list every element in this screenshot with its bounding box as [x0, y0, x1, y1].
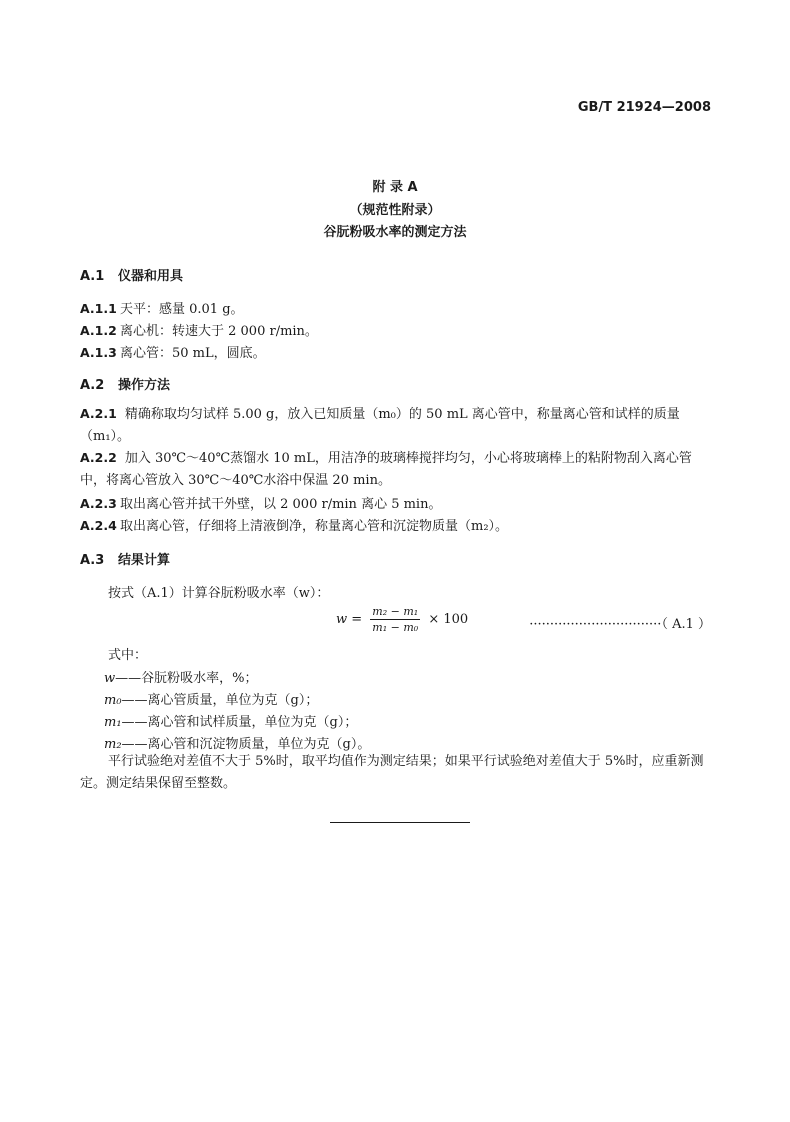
formula-multiplier: × 100 [428, 612, 469, 627]
clause-number: A.2.3 [80, 496, 117, 511]
section-number: A.2 [80, 378, 105, 393]
where-label: 式中： [108, 648, 148, 663]
section-title: 仪器和用具 [118, 269, 184, 284]
standard-code: GB/T 21924—2008 [577, 100, 711, 115]
variable-description: ——离心管和试样质量，单位为克（g）； [121, 715, 358, 730]
formula-numerator: m₂ − m₁ [372, 605, 419, 618]
variable-m2 [104, 733, 370, 752]
variable-description: ——离心管质量，单位为克（g）； [121, 693, 319, 708]
clause-a1-2 [80, 320, 318, 339]
equation-leader: ································ [529, 617, 662, 632]
clause-text: 精确称取均匀试样 5.00 g，放入已知质量（m₀）的 50 mL 离心管中，称量离心管和试样的质量（m₁）。 [80, 407, 680, 444]
clause-number: A.2.1 [80, 406, 117, 421]
variable-symbol: w [104, 671, 116, 686]
clause-number: A.2.4 [80, 518, 117, 533]
section-a3-heading [80, 549, 170, 568]
variable-description: ——离心管和沉淀物质量，单位为克（g）。 [121, 737, 371, 752]
variable-symbol: m₀ [104, 693, 122, 708]
section-a2-heading [80, 374, 170, 393]
clause-number: A.1.3 [80, 345, 117, 360]
clause-number: A.1.1 [80, 301, 117, 316]
variable-m1 [104, 711, 357, 730]
annex-heading: 附 录 A [372, 180, 418, 195]
clause-number: A.2.2 [80, 450, 117, 465]
section-title: 结果计算 [118, 553, 171, 568]
clause-text: 天平：感量 0.01 g。 [120, 302, 244, 317]
clause-a2-1 [80, 403, 712, 448]
section-a1-heading [80, 265, 183, 284]
conclusion-paragraph: 平行试验绝对差值不大于 5%时，取平均值作为测定结果；如果平行试验绝对差值大于 5%时，应重新测定。测定结果保留至整数。 [80, 754, 704, 791]
annex-title: 谷朊粉吸水率的测定方法 [323, 225, 467, 240]
clause-text: 加入 30℃～40℃蒸馏水 10 mL，用洁净的玻璃棒搅拌均匀，小心将玻璃棒上的粘附物刮入离心管中，将离心管放入 30℃～40℃水浴中保温 20 min。 [80, 451, 692, 488]
equation-number [529, 613, 711, 632]
section-number: A.1 [80, 269, 105, 284]
formula-fraction [370, 605, 420, 634]
clause-text: 取出离心管并拭干外壁，以 2 000 r/min 离心 5 min。 [120, 497, 442, 512]
section-number: A.3 [80, 553, 105, 568]
variable-w [104, 667, 258, 686]
clause-text: 离心管：50 mL，圆底。 [120, 346, 266, 361]
end-rule [330, 822, 470, 823]
formula-intro: 按式（A.1）计算谷朊粉吸水率（w）： [108, 586, 330, 601]
clause-number: A.1.2 [80, 323, 117, 338]
section-title: 操作方法 [118, 378, 171, 393]
variable-symbol: m₂ [104, 737, 122, 752]
clause-text: 离心机：转速大于 2 000 r/min。 [120, 324, 318, 339]
formula-denominator: m₁ − m₀ [372, 621, 419, 634]
clause-a1-1 [80, 298, 244, 317]
formula-a1 [336, 605, 468, 639]
clause-a2-3 [80, 493, 441, 512]
clause-a2-2 [80, 447, 712, 492]
formula-lhs: w = [336, 612, 363, 627]
clause-a2-4 [80, 515, 508, 534]
variable-symbol: m₁ [104, 715, 122, 730]
clause-text: 取出离心管，仔细将上清液倒净，称量离心管和沉淀物质量（m₂）。 [120, 519, 509, 534]
variable-m0 [104, 689, 318, 708]
clause-a1-3 [80, 342, 266, 361]
annex-type: （规范性附录） [349, 203, 441, 218]
variable-description: ——谷朊粉吸水率，%； [115, 671, 258, 686]
equation-label: （ A.1 ） [661, 617, 711, 632]
